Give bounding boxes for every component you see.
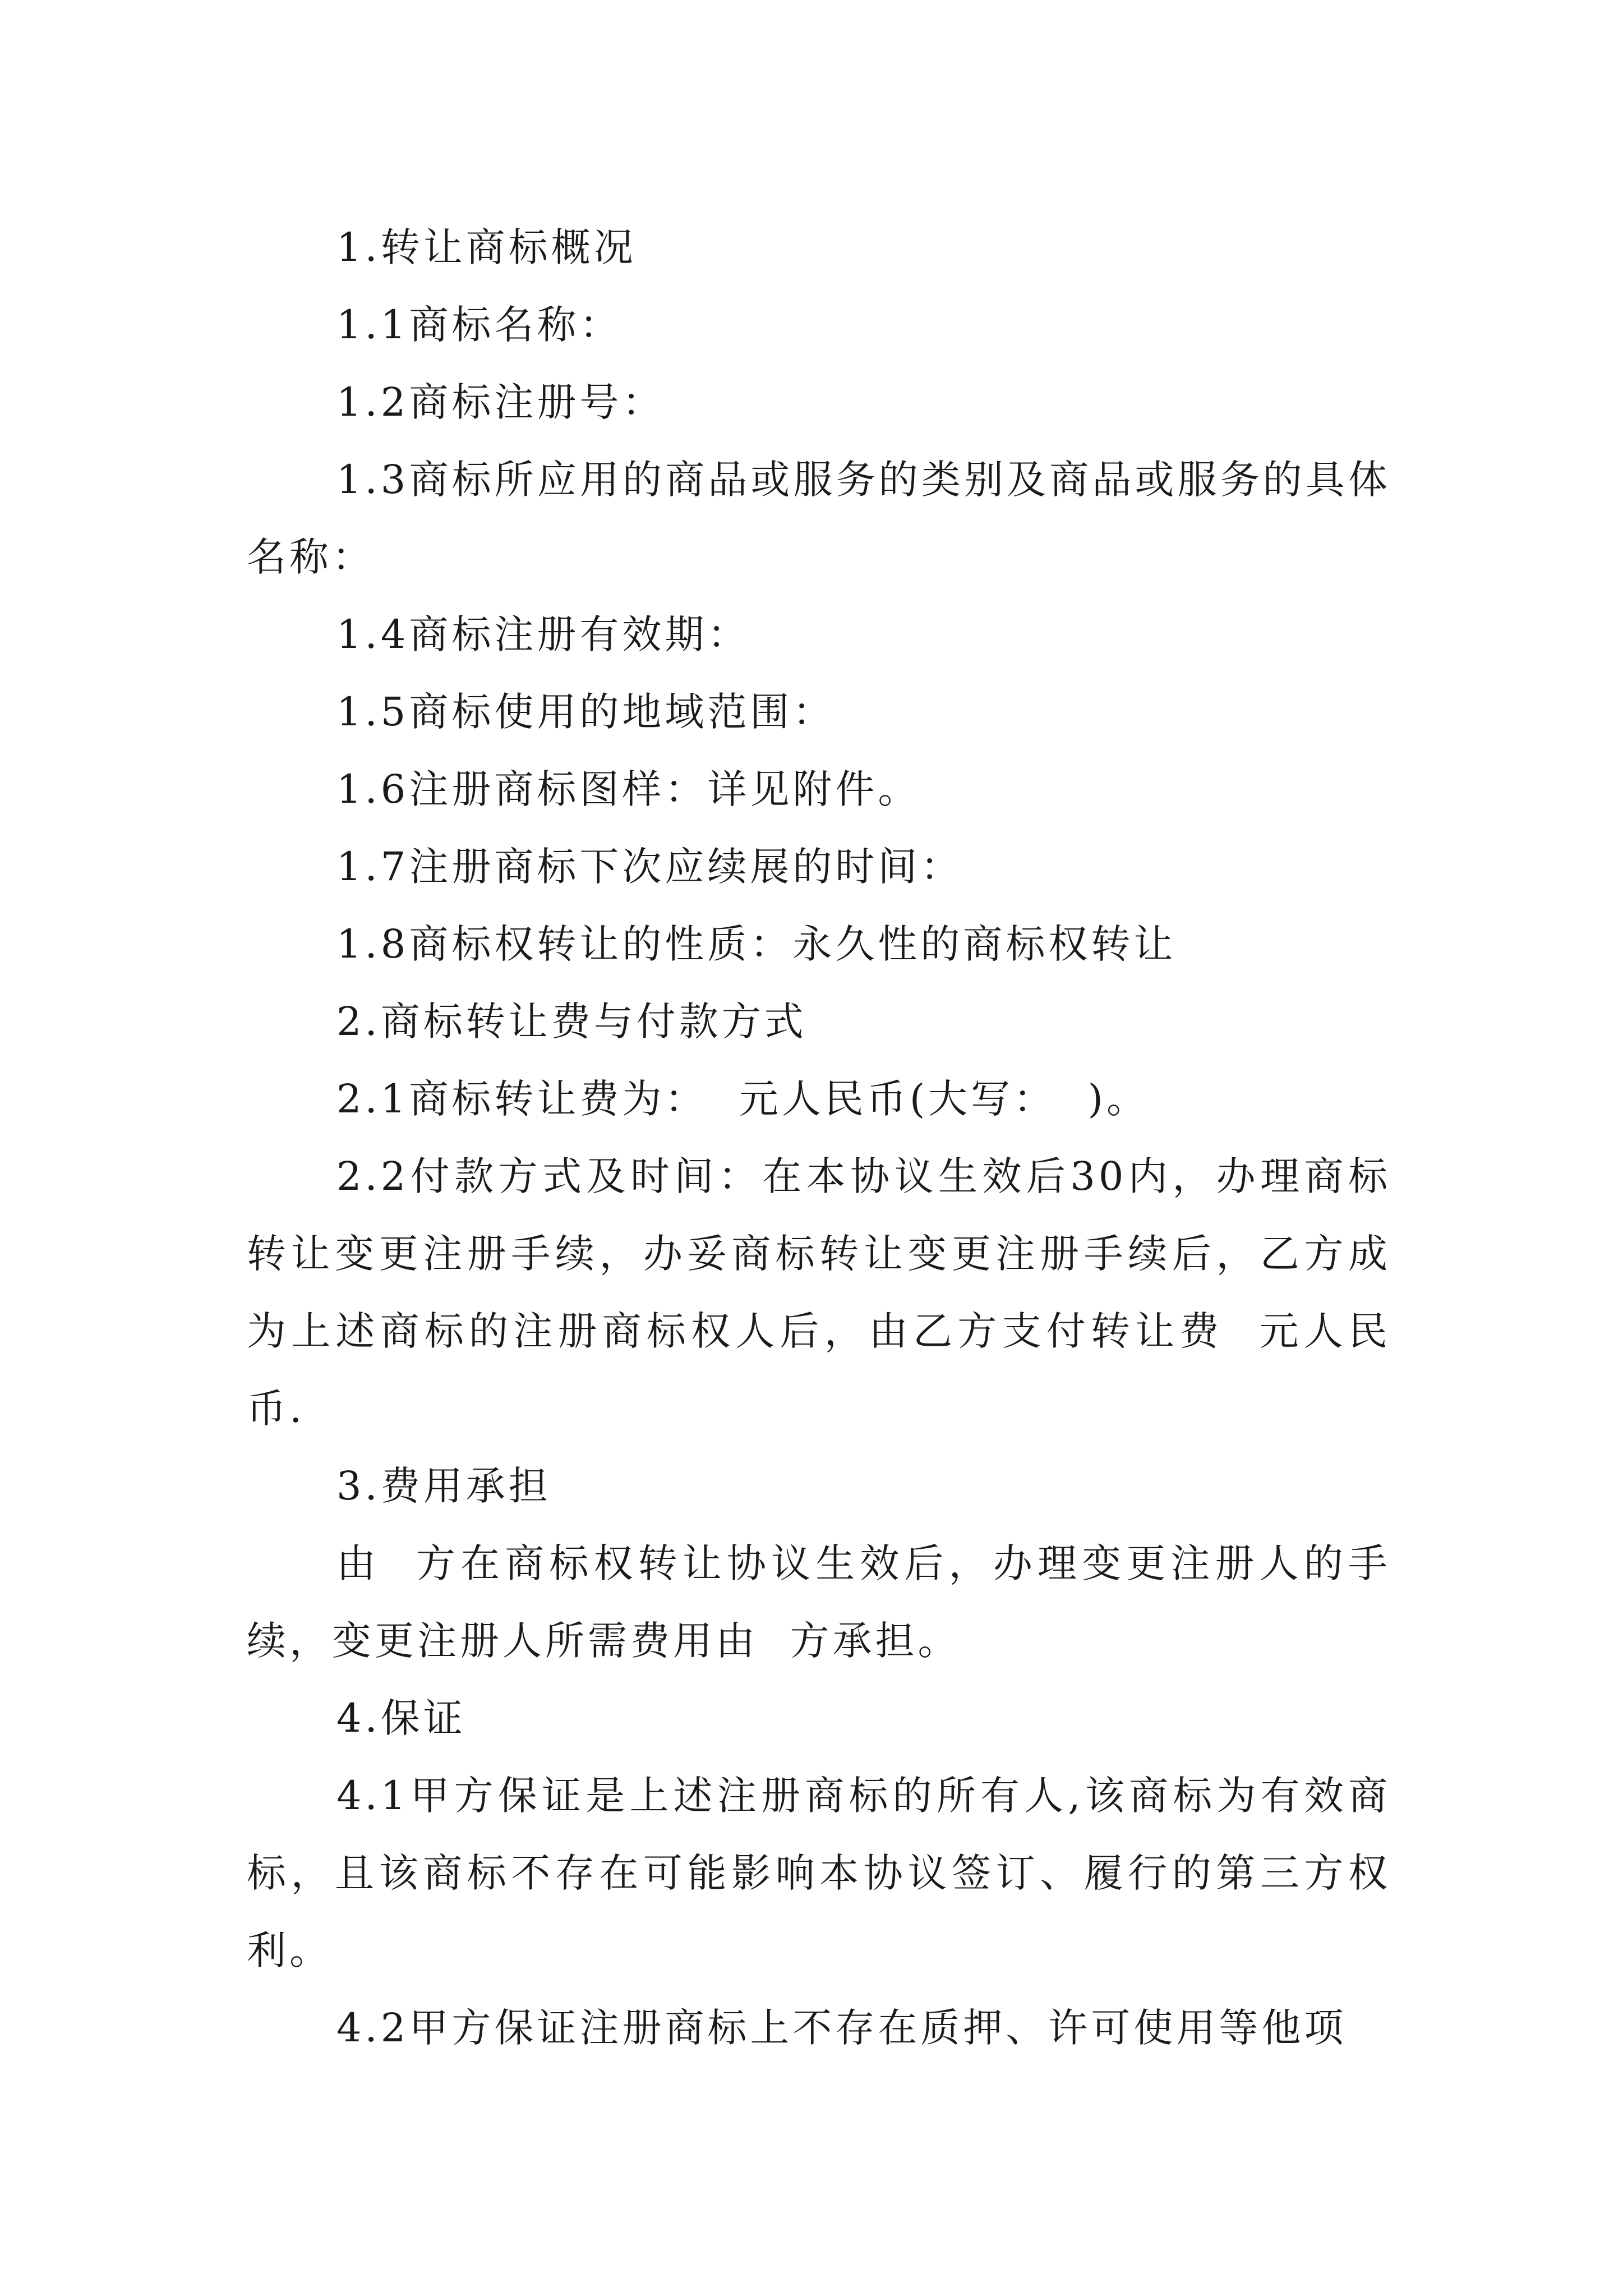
clause-4-2-no-encumbrance: 4.2甲方保证注册商标上不存在质押、许可使用等他项	[336, 2005, 1347, 2051]
section-heading-guarantee: 4.保证	[336, 1695, 466, 1741]
clause-1-4-validity-period: 1.4商标注册有效期：	[336, 611, 750, 657]
clause-2-1-transfer-fee: 2.1商标转让费为： 元人民币(大写： )。	[336, 1076, 1149, 1122]
clause-1-7-renewal-time: 1.7注册商标下次应续展的时间：	[336, 844, 963, 890]
section-heading-fee-payment: 2.商标转让费与付款方式	[336, 999, 807, 1045]
clause-4-1-owner-guarantee: 4.1甲方保证是上述注册商标的所有人,该商标为有效商标，且该商标不存在可能影响本协议签订、履行的第三方权利。	[247, 1773, 1391, 1973]
clause-2-2-payment-method: 2.2付款方式及时间：在本协议生效后30内，办理商标转让变更注册手续，办妥商标转让变更注册手续后，乙方成为上述商标的注册商标权人后，由乙方支付转让费 元人民币.	[247, 1153, 1391, 1432]
clause-cost-bearing-text: 由 方在商标权转让协议生效后，办理变更注册人的手续，变更注册人所需费用由 方承担。	[247, 1540, 1391, 1664]
clause-1-6-trademark-design: 1.6注册商标图样：详见附件。	[336, 766, 921, 812]
clause-1-2-registration-number: 1.2商标注册号：	[336, 379, 665, 425]
clause-1-3-goods-services-class: 1.3商标所应用的商品或服务的类别及商品或服务的具体名称：	[247, 457, 1391, 580]
clause-1-8-transfer-nature: 1.8商标权转让的性质：永久性的商标权转让	[336, 921, 1177, 967]
section-heading-trademark-overview: 1.转让商标概况	[336, 224, 637, 270]
section-heading-cost-bearing: 3.费用承担	[336, 1463, 551, 1509]
clause-1-1-trademark-name: 1.1商标名称：	[336, 302, 623, 348]
document-body	[247, 209, 1391, 2067]
clause-1-5-territory: 1.5商标使用的地域范围：	[336, 689, 836, 735]
